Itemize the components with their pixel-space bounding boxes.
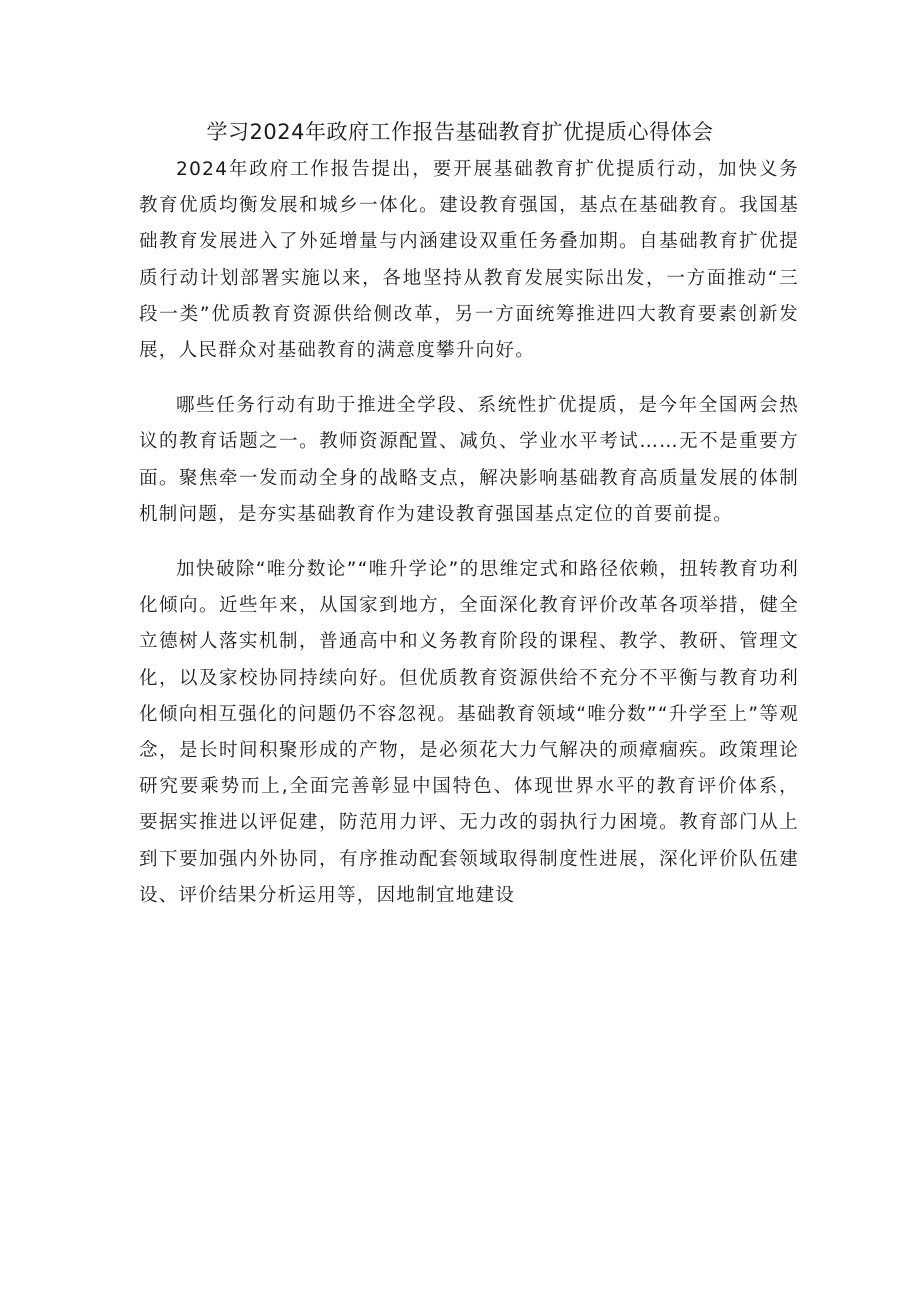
document-title: 学习2024年政府工作报告基础教育扩优提质心得体会 (206, 120, 714, 144)
paragraph-3: 加快破除“唯分数论”“唯升学论”的思维定式和路径依赖，扭转教育功利化倾向。近些年来，从国家到地方，全面深化教育评价改革各项举措，健全立德树人落实机制，普通高中和义务教育阶段的课程、教学、教研、管理文化，以及家校协同持续向好。但优质教育资源供给不充分不平衡与教育功利化倾向相互强化的问题仍不容忽视。基础教育领域“唯分数”“升学至上”等观念，是长时间积聚形成的产物，是必须花大力气解决的顽瘴痼疾。政策理论研究要乘势而上,全面完善彰显中国特色、体现世界水平的教育评价体系，要据实推进以评促建，防范用力评、无力改的弱执行力困境。教育部门从上到下要加强内外协同，有序推动配套领域取得制度性进展，深化评价队伍建设、评价结果分析运用等，因地制宜地建设 (139, 559, 799, 906)
paragraph-1: 2024年政府工作报告提出，要开展基础教育扩优提质行动，加快义务教育优质均衡发展和城乡一体化。建设教育强国，基点在基础教育。我国基础教育发展进入了外延增量与内涵建设双重任务叠加期。自基础教育扩优提质行动计划部署实施以来，各地坚持从教育发展实际出发，一方面推动“三段一类”优质教育资源供给侧改革，另一方面统筹推进四大教育要素创新发展，人民群众对基础教育的满意度攀升向好。 (139, 159, 799, 362)
paragraph-2: 哪些任务行动有助于推进全学段、系统性扩优提质，是今年全国两会热议的教育话题之一。教师资源配置、减负、学业水平考试……无不是重要方面。聚焦牵一发而动全身的战略支点，解决影响基础教育高质量发展的体制机制问题，是夯实基础教育作为建设教育强国基点定位的首要前提。 (139, 395, 799, 525)
document-body (139, 152, 799, 914)
